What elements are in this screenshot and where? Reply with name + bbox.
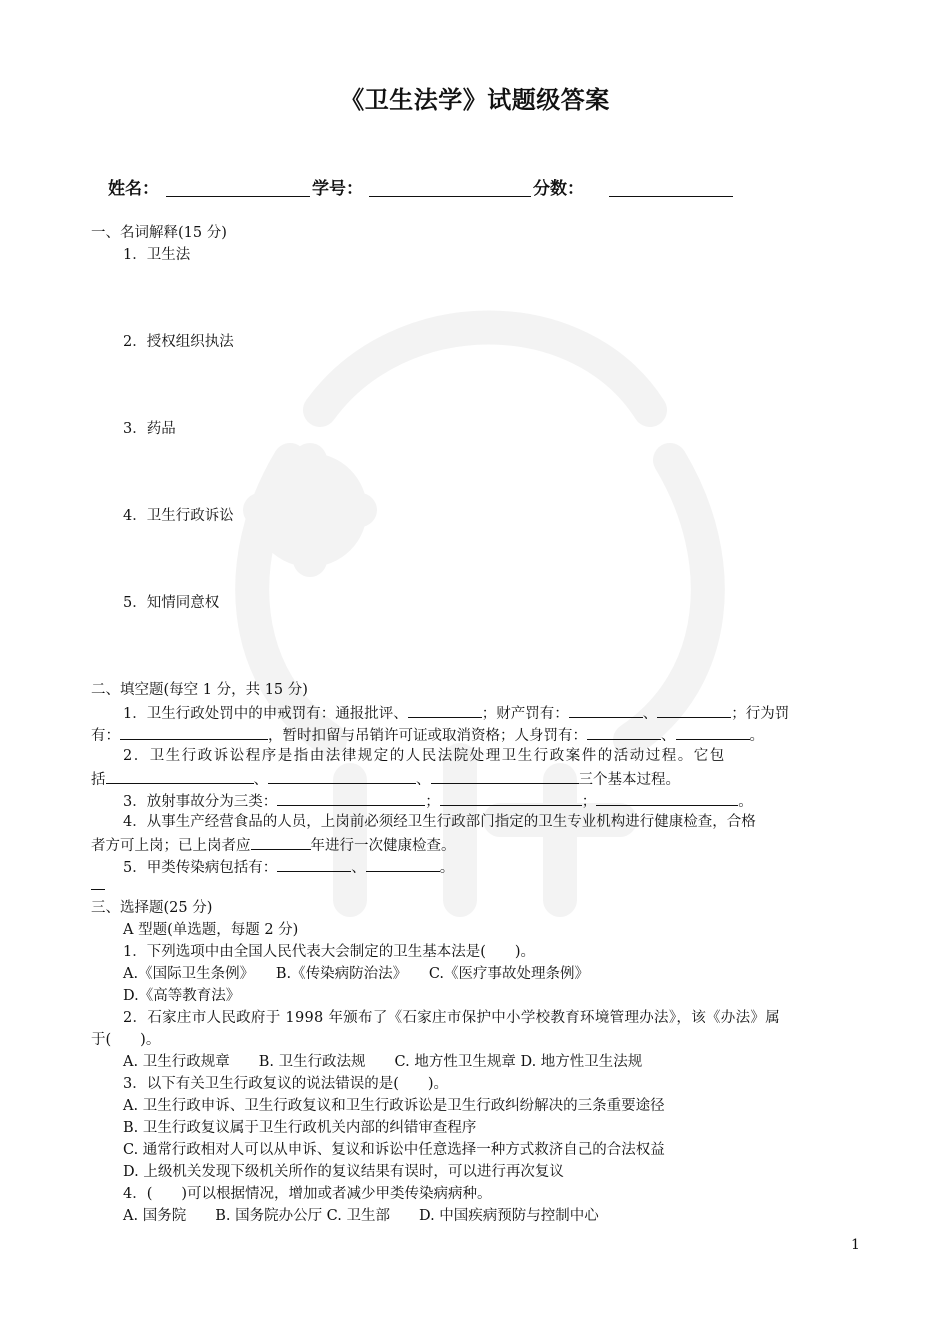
choice-question-3: 3．以下有关卫生行政复议的说法错误的是( )。 xyxy=(123,1076,449,1092)
student-id-field-line[interactable] xyxy=(369,196,531,197)
question-type-label: A 型题(单选题，每题 2 分) xyxy=(123,922,299,938)
fill-question-3 xyxy=(123,790,753,812)
fill-blank[interactable] xyxy=(268,768,416,784)
choice-question-2-line2: 于( )。 xyxy=(91,1032,161,1048)
fill-blank[interactable] xyxy=(569,702,643,718)
choice-question-1: 1．下列选项中由全国人民代表大会制定的卫生基本法是( )。 xyxy=(123,944,536,960)
fill-text: 3．放射事故分为三类： xyxy=(123,794,278,810)
fill-question-1-line2 xyxy=(91,724,764,746)
fill-blank[interactable] xyxy=(277,790,425,806)
term-item: 3．药品 xyxy=(123,421,176,437)
choice-question-2-line1: 2．石家庄市人民政府于 1998 年颁布了《石家庄市保护中小学校教育环境管理办法》，该《办法》属 xyxy=(123,1010,780,1026)
fill-text: 1．卫生行政处罚中的申戒罚有：通报批评、 xyxy=(123,706,408,722)
student-id-label: 学号： xyxy=(312,179,363,199)
fill-question-4-line2 xyxy=(91,834,456,856)
choice-option: A. 卫生行政申诉、卫生行政复议和卫生行政诉讼是卫生行政纠纷解决的三条重要途径 xyxy=(123,1098,665,1114)
choice-options: A. 卫生行政规章 B. 卫生行政法规 C. 地方性卫生规章 D. 地方性卫生法规 xyxy=(123,1054,643,1070)
choice-options: A. 国务院 B. 国务院办公厅 C. 卫生部 D. 中国疾病预防与控制中心 xyxy=(123,1208,599,1224)
term-item: 1．卫生法 xyxy=(123,247,191,263)
score-label: 分数： xyxy=(533,179,584,199)
fill-text: 5．甲类传染病包括有： xyxy=(123,860,278,876)
fill-question-2-line1: 2．卫生行政诉讼程序是指由法律规定的人民法院处理卫生行政案件的活动过程。它包 xyxy=(123,748,726,764)
fill-text: ； xyxy=(425,794,440,810)
fill-blank[interactable] xyxy=(366,856,440,872)
stray-underline xyxy=(91,889,105,890)
fill-text: 年进行一次健康检查。 xyxy=(310,838,456,854)
fill-text: ；财产罚有： xyxy=(481,706,569,722)
choice-option-d: D.《高等教育法》 xyxy=(123,988,241,1004)
term-item: 5．知情同意权 xyxy=(123,595,220,611)
fill-text: 。 xyxy=(439,860,455,876)
section3-heading: 三、选择题(25 分) xyxy=(91,900,213,916)
choice-option: B. 卫生行政复议属于卫生行政机关内部的纠错审查程序 xyxy=(123,1120,477,1136)
term-item: 2．授权组织执法 xyxy=(123,334,234,350)
fill-question-5 xyxy=(123,856,454,878)
fill-blank[interactable] xyxy=(408,702,482,718)
fill-question-4-line1: 4．从事生产经营食品的人员，上岗前必须经卫生行政部门指定的卫生专业机构进行健康检查，合格 xyxy=(123,814,756,830)
fill-text: 者方可上岗；已上岗者应 xyxy=(91,838,251,854)
fill-blank[interactable] xyxy=(587,724,661,740)
fill-blank[interactable] xyxy=(676,724,750,740)
fill-blank[interactable] xyxy=(251,834,311,850)
term-item: 4．卫生行政诉讼 xyxy=(123,508,234,524)
fill-text: 三个基本过程。 xyxy=(578,772,680,788)
score-field-line[interactable] xyxy=(609,196,733,197)
fill-text: 。 xyxy=(749,728,764,744)
name-label: 姓名： xyxy=(108,179,159,199)
fill-text: 。 xyxy=(738,794,753,810)
name-field-line[interactable] xyxy=(166,196,310,197)
fill-text: 、 xyxy=(253,772,268,788)
fill-text: ； xyxy=(581,794,597,810)
choice-question-4: 4．( )可以根据情况，增加或者减少甲类传染病病种。 xyxy=(123,1186,492,1202)
fill-text: ，暂时扣留与吊销许可证或取消资格；人身罚有： xyxy=(268,728,587,744)
fill-text: 括 xyxy=(91,772,106,788)
choice-option: D. 上级机关发现下级机关所作的复议结果有误时，可以进行再次复议 xyxy=(123,1164,564,1180)
fill-text: 、 xyxy=(351,860,366,876)
fill-blank[interactable] xyxy=(596,790,738,806)
section2-heading: 二、填空题(每空 1 分，共 15 分) xyxy=(91,682,308,698)
fill-question-2-line2 xyxy=(91,768,680,790)
fill-question-1-line1 xyxy=(123,702,789,724)
fill-blank[interactable] xyxy=(657,702,731,718)
choice-options: A.《国际卫生条例》 B.《传染病防治法》 C.《医疗事故处理条例》 xyxy=(123,966,590,982)
fill-text: 、 xyxy=(642,706,658,722)
document-title: 《卫生法学》试题级答案 xyxy=(340,86,610,114)
section1-heading: 一、名词解释(15 分) xyxy=(91,225,227,241)
fill-blank[interactable] xyxy=(277,856,351,872)
fill-text: 有： xyxy=(91,728,120,744)
fill-blank[interactable] xyxy=(120,724,268,740)
choice-option: C. 通常行政相对人可以从申诉、复议和诉讼中任意选择一种方式救济自己的合法权益 xyxy=(123,1142,665,1158)
fill-text: ；行为罚 xyxy=(731,706,790,722)
fill-blank[interactable] xyxy=(431,768,579,784)
fill-blank[interactable] xyxy=(440,790,582,806)
fill-text: 、 xyxy=(661,728,676,744)
page-number: 1 xyxy=(851,1237,860,1253)
fill-text: 、 xyxy=(416,772,431,788)
fill-blank[interactable] xyxy=(106,768,254,784)
